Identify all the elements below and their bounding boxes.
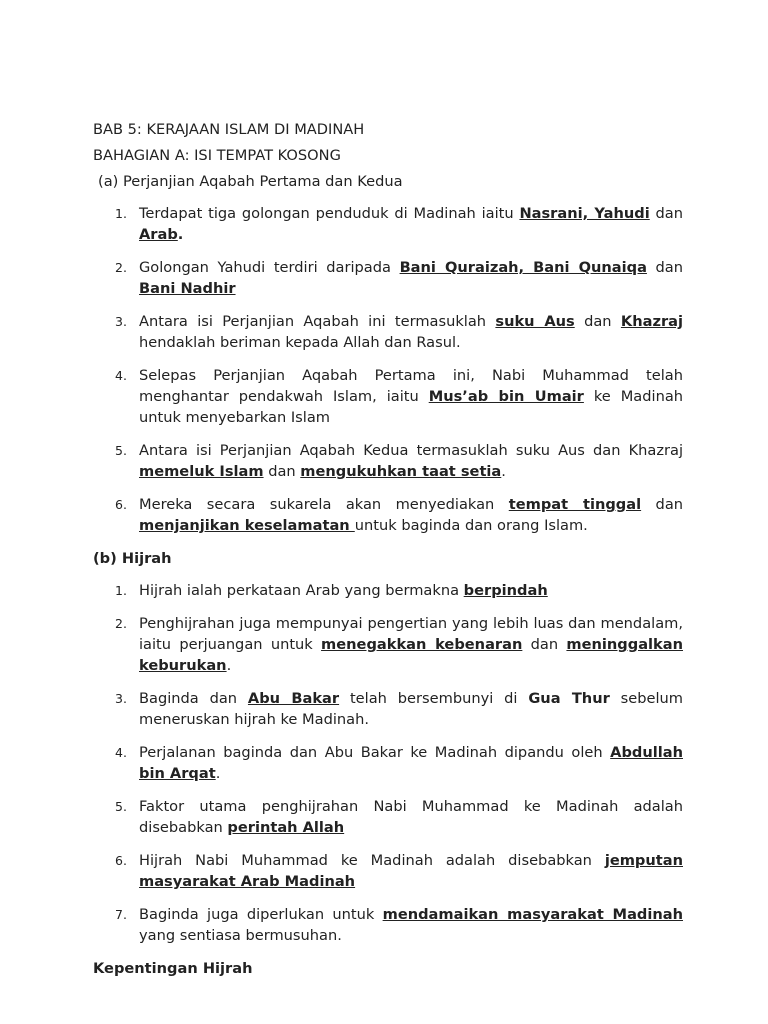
answer-text: Arab (139, 226, 178, 243)
answer-text: jemputan masyarakat Arab Madinah (139, 852, 683, 890)
text-segment: Baginda juga diperlukan untuk (139, 906, 383, 923)
answer-text: Mus’ab bin Umair (428, 388, 584, 405)
text-segment: Baginda dan (139, 690, 248, 707)
list-item-text (139, 580, 683, 601)
text-segment: Golongan Yahudi terdiri daripada (139, 259, 400, 276)
text-segment: . (226, 657, 232, 674)
text-segment: Antara isi Perjanjian Aqabah Kedua termasuklah suku Aus dan Khazraj (139, 442, 683, 459)
answer-text: perintah Allah (227, 819, 345, 836)
document-page (93, 119, 683, 979)
section-a-list (93, 203, 683, 536)
list-item (93, 904, 683, 946)
text-segment: untuk baginda dan orang Islam. (354, 517, 588, 534)
list-item-number: 4. (115, 368, 127, 383)
text-segment: Penghijrahan juga mempunyai pengertian yang lebih luas dan mendalam, iaitu perjuangan untuk (139, 615, 683, 653)
list-item-text (139, 688, 683, 730)
text-segment: dan (641, 496, 684, 513)
text-segment: yang sentiasa bermusuhan. (139, 927, 342, 944)
section-c-heading: Kepentingan Hijrah (93, 960, 253, 977)
text-segment: Hijrah Nabi Muhammad ke Madinah adalah disebabkan (139, 852, 605, 869)
answer-text: Abu Bakar (247, 690, 340, 707)
list-item-number: 6. (115, 853, 127, 868)
list-item (93, 311, 683, 353)
bold-text: Gua Thur (528, 690, 610, 707)
text-segment: hendaklah beriman kepada Allah dan Rasul. (139, 334, 461, 351)
list-item-number: 4. (115, 745, 127, 760)
text-segment: . (215, 765, 221, 782)
text-segment: Antara isi Perjanjian Aqabah ini termasuklah (139, 313, 496, 330)
list-item (93, 440, 683, 482)
list-item-text (139, 742, 683, 784)
list-item (93, 203, 683, 245)
list-item (93, 796, 683, 838)
list-item (93, 613, 683, 676)
list-item-text (139, 203, 683, 245)
list-item (93, 742, 683, 784)
list-item-text (139, 257, 683, 299)
answer-text: berpindah (463, 582, 548, 599)
list-item-text (139, 311, 683, 353)
text-segment: dan (649, 205, 683, 222)
list-item (93, 494, 683, 536)
list-item-number: 2. (115, 260, 127, 275)
text-segment: Terdapat tiga golongan penduduk di Madinah iaitu (139, 205, 520, 222)
list-item-number: 3. (115, 314, 127, 329)
section-subtitle: BAHAGIAN A: ISI TEMPAT KOSONG (93, 147, 341, 164)
answer-text: menegakkan kebenaran (321, 636, 523, 653)
list-item (93, 850, 683, 892)
text-segment: telah bersembunyi di (339, 690, 529, 707)
list-item-text (139, 796, 683, 838)
text-segment: dan (646, 259, 683, 276)
section-a-heading: (a) Perjanjian Aqabah Pertama dan Kedua (98, 173, 403, 190)
text-segment: Faktor utama penghijrahan Nabi Muhammad ke Madinah adalah disebabkan (139, 798, 683, 836)
list-item-number: 5. (115, 799, 127, 814)
list-item-text (139, 365, 683, 428)
list-item (93, 688, 683, 730)
text-segment: Perjalanan baginda dan Abu Bakar ke Madinah dipandu oleh (139, 744, 611, 761)
list-item-number: 2. (115, 616, 127, 631)
answer-text: memeluk Islam (139, 463, 264, 480)
list-item (93, 365, 683, 428)
list-item-number: 3. (115, 691, 127, 706)
text-segment: Selepas Perjanjian Aqabah Pertama ini, Nabi Muhammad telah menghantar pendakwah Islam, iaitu (139, 367, 683, 405)
list-item-text (139, 440, 683, 482)
list-item-text (139, 850, 683, 892)
answer-text: mendamaikan masyarakat Madinah (382, 906, 683, 923)
answer-text: meninggalkan keburukan (139, 636, 683, 674)
list-item-number: 6. (115, 497, 127, 512)
answer-text: Bani Quraizah, Bani Qunaiqa (399, 259, 647, 276)
bold-text: . (177, 226, 184, 243)
text-segment: dan (574, 313, 621, 330)
list-item (93, 257, 683, 299)
list-item-number: 7. (115, 907, 127, 922)
list-item-text (139, 494, 683, 536)
answer-text: mengukuhkan taat setia (300, 463, 502, 480)
answer-text: menjanjikan keselamatan (139, 517, 355, 534)
list-item-text (139, 904, 683, 946)
answer-text: Bani Nadhir (139, 280, 236, 297)
section-b-heading: (b) Hijrah (93, 550, 172, 567)
answer-text: Nasrani, Yahudi (519, 205, 650, 222)
text-segment: ke Madinah untuk menyebarkan Islam (139, 388, 684, 426)
list-item-text (139, 613, 683, 676)
chapter-title: BAB 5: KERAJAAN ISLAM DI MADINAH (93, 121, 365, 138)
list-item-number: 1. (115, 206, 127, 221)
answer-text: Abdullah bin Arqat (139, 744, 683, 782)
text-segment: dan (522, 636, 567, 653)
list-item-number: 1. (115, 583, 127, 598)
answer-text: suku Aus (495, 313, 575, 330)
text-segment: Hijrah ialah perkataan Arab yang bermakna (139, 582, 464, 599)
text-segment: dan (263, 463, 301, 480)
text-segment: . (501, 463, 506, 480)
text-segment: Mereka secara sukarela akan menyediakan (139, 496, 509, 513)
answer-text: tempat tinggal (508, 496, 642, 513)
answer-text: Khazraj (620, 313, 683, 330)
list-item-number: 5. (115, 443, 127, 458)
list-item (93, 580, 683, 601)
section-b-list (93, 580, 683, 946)
text-segment: sebelum meneruskan hijrah ke Madinah. (139, 690, 684, 728)
